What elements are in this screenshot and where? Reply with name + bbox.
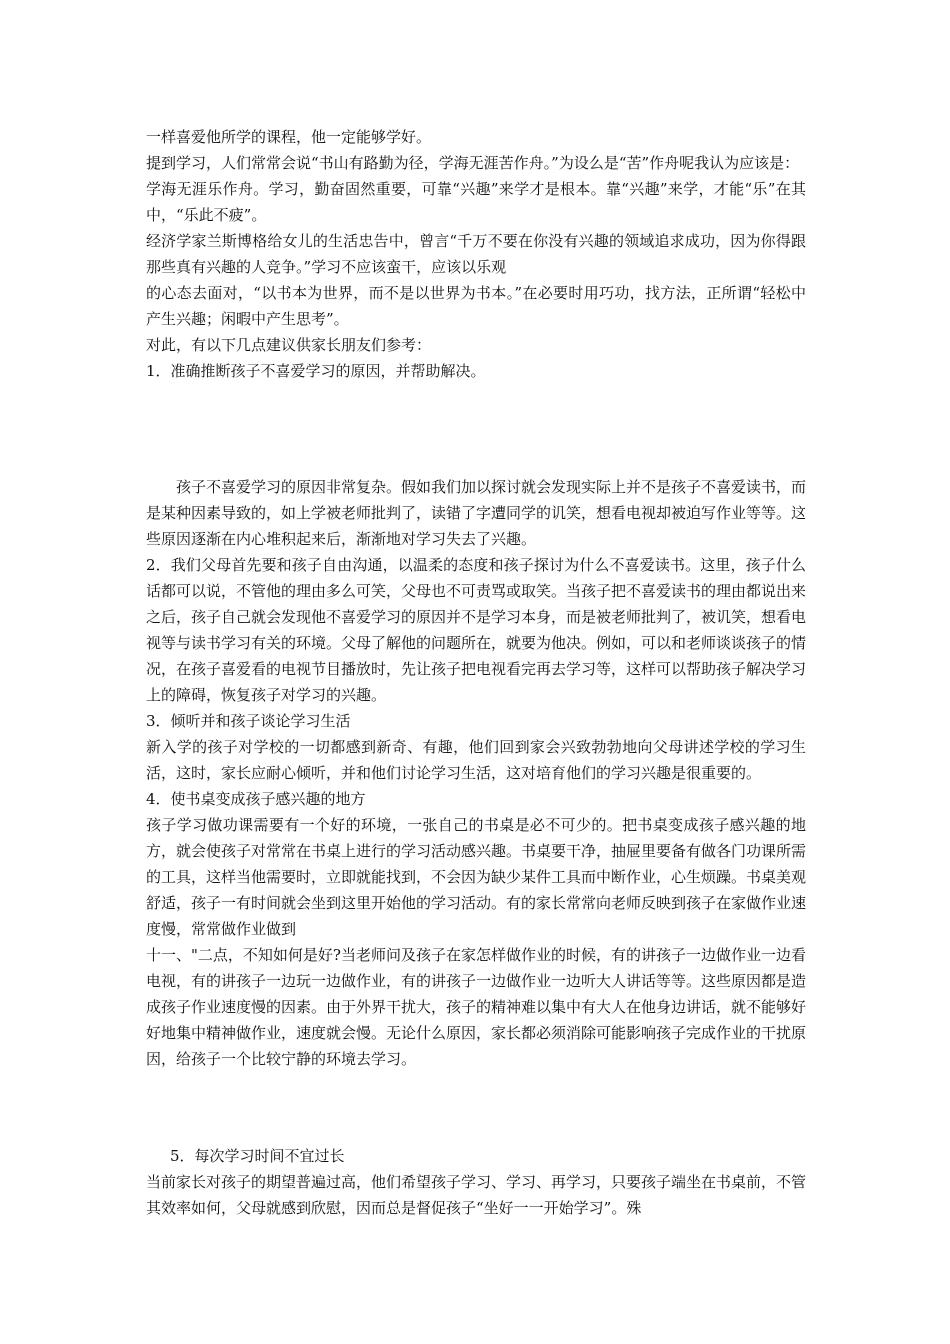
section-heading: 1．准确推断孩子不喜爱学习的原因，并帮助解决。	[146, 362, 486, 380]
text-block-main	[146, 474, 806, 1072]
paragraph: 当前家长对孩子的期望普遍过高，他们希望孩子学习、学习、再学习，只要孩子端坐在书桌前，不管其效率如何，父母就感到欣慰，因而总是督促孩子“坐好一一开始学习”。殊	[146, 1173, 807, 1217]
paragraph: 的心态去面对，“以书本为世界，而不是以世界为书本。”在必要时用巧功，找方法，正所谓“轻松中产生兴趣；闲暇中产生思考”。	[146, 284, 806, 328]
paragraph: 十一、"二点，不知如何是好?当老师问及孩子在家怎样做作业的时候，有的讲孩子一边做作业一边看电视，有的讲孩子一边玩一边做作业，有的讲孩子一边做作业一边听大人讲话等等。这些原因都是造成孩子作业速度慢的因素。由于外界干扰大，孩子的精神难以集中有大人在他身边讲话，就不能够好好地集中精神做作业，速度就会慢。无论什么原因，家长都必须消除可能影响孩子完成作业的干扰原因，给孩子一个比较宁静的环境去学习。	[146, 946, 807, 1068]
paragraph: 提到学习，人们常常会说“书山有路勤为径，学海无涯苦作舟。”为设么是“苦”作舟呢我认为应该是：	[146, 154, 800, 172]
paragraph: 2．我们父母首先要和孩子自由沟通，以温柔的态度和孩子探讨为什么不喜爱读书。这里，孩子什么话都可以说，不管他的理由多么可笑，父母也不可责骂或取笑。当孩子把不喜爱读书的理由都说出来之后，孩子自己就会发现他不喜爱学习的原因并不是学习本身，而是被老师批判了，被讥笑，想看电视等与读书学习有关的环境。父母了解他的问题所在，就要为他决。例如，可以和老师谈谈孩子的情况，在孩子喜爱看的电视节目播放时，先让孩子把电视看完再去学习等，这样可以帮助孩子解决学习上的障碍，恢复孩子对学习的兴趣。	[146, 556, 807, 704]
paragraph: 学海无涯乐作舟。学习，勤奋固然重要，可靠“兴趣”来学才是根本。靠“兴趣”来学，才能“乐”在其中，“乐此不疲”。	[146, 180, 806, 224]
section-heading: 3．倾听并和孩子谈论学习生活	[146, 712, 351, 730]
section-heading: 4．使书桌变成孩子感兴趣的地方	[146, 790, 366, 808]
text-block-intro	[146, 124, 806, 384]
paragraph: 孩子学习做功课需要有一个好的环境，一张自己的书桌是必不可少的。把书桌变成孩子感兴趣的地方，就会使孩子对常常在书桌上进行的学习活动感兴趣。书桌要干净，抽屉里要备有做各门功课所需的工具，这样当他需要时，立即就能找到，不会因为缺少某件工具而中断作业，心生烦躁。书桌美观舒适，孩子一有时间就会坐到这里开始他的学习活动。有的家长常常向老师反映到孩子在家做作业速度慢，常常做作业做到	[146, 816, 807, 938]
paragraph: 孩子不喜爱学习的原因非常复杂。假如我们加以探讨就会发现实际上并不是孩子不喜爱读书，而是某种因素导致的，如上学被老师批判了，读错了字遭同学的讥笑，想看电视却被迫写作业等等。这些原因逐渐在内心堆积起来后，渐渐地对学习失去了兴趣。	[146, 478, 807, 548]
section-heading: 5．每次学习时间不宜过长	[170, 1147, 345, 1165]
paragraph: 经济学家兰斯博格给女儿的生活忠告中，曾言“千万不要在你没有兴趣的领域追求成功，因为你得跟那些真有兴趣的人竞争。”学习不应该蛮干，应该以乐观	[146, 232, 806, 276]
text-block-end	[146, 1143, 806, 1221]
paragraph: 新入学的孩子对学校的一切都感到新奇、有趣，他们回到家会兴致勃勃地向父母讲述学校的学习生活，这时，家长应耐心倾听，并和他们讨论学习生活，这对培育他们的学习兴趣是很重要的。	[146, 738, 806, 782]
paragraph: 一样喜爱他所学的课程，他一定能够学好。	[146, 128, 432, 146]
paragraph: 对此，有以下几点建议供家长朋友们参考：	[146, 336, 432, 354]
